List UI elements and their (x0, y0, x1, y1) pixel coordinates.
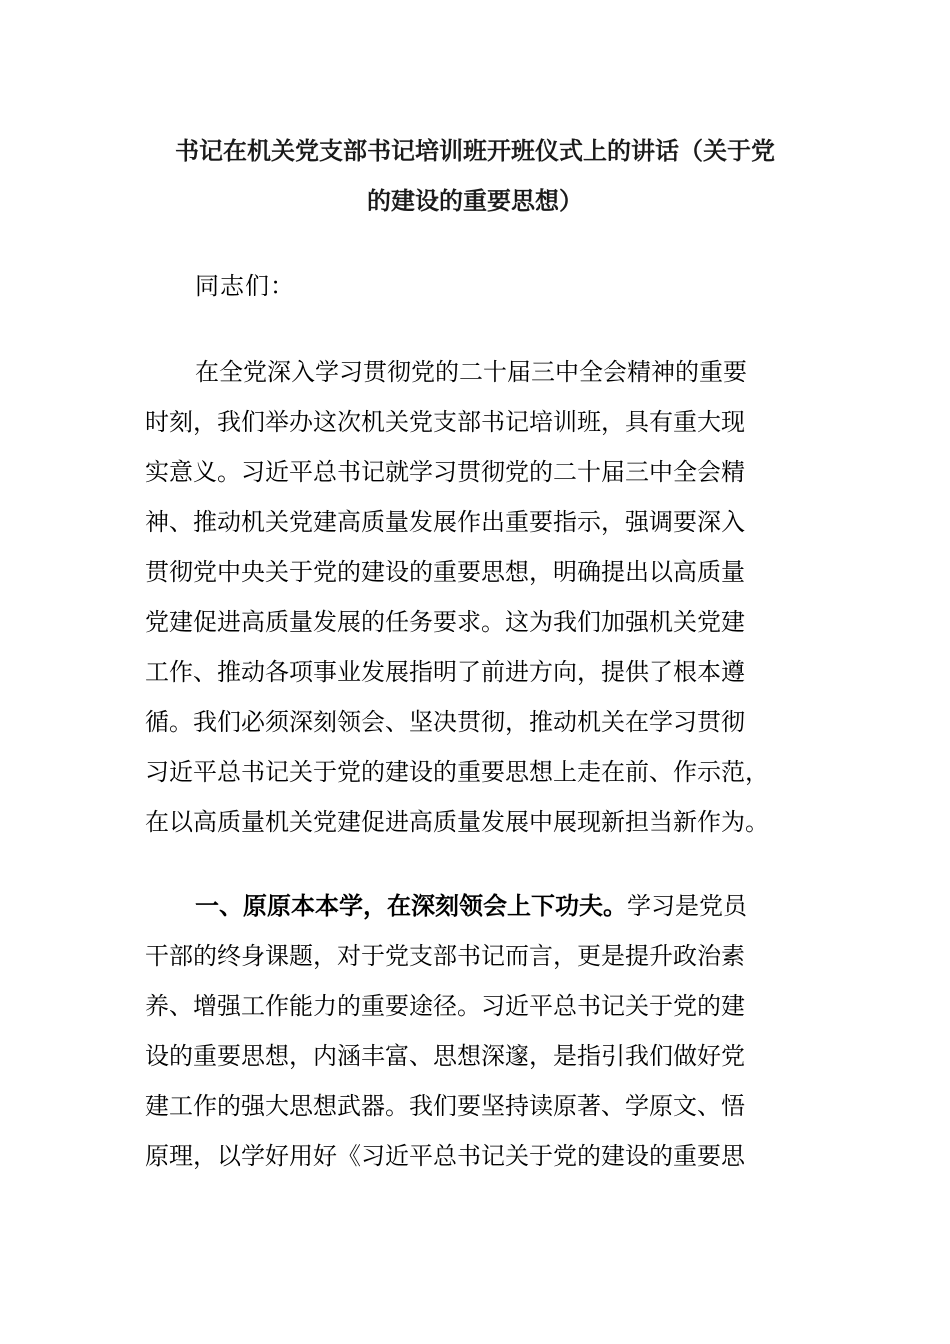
document-title (140, 126, 810, 226)
text-line: 神、推动机关党建高质量发展作出重要指示，强调要深入 (145, 508, 745, 536)
text-line: 习近平总书记关于党的建设的重要思想上走在前、作示范， (145, 758, 769, 786)
text-line: 设的重要思想，内涵丰富、思想深邃，是指引我们做好党 (145, 1042, 745, 1070)
text-line: 党建促进高质量发展的任务要求。这为我们加强机关党建 (145, 608, 745, 636)
text-line: 贯彻党中央关于党的建设的重要思想，明确提出以高质量 (145, 558, 745, 586)
text-line: 循。我们必须深刻领会、坚决贯彻，推动机关在学习贯彻 (145, 708, 745, 736)
text-line: 实意义。习近平总书记就学习贯彻党的二十届三中全会精 (145, 458, 745, 486)
salutation: 同志们： (195, 272, 295, 300)
text-line: 建工作的强大思想武器。我们要坚持读原著、学原文、悟 (145, 1092, 745, 1120)
section-first-line (145, 881, 805, 931)
text-line: 在以高质量机关党建促进高质量发展中展现新担当新作为。 (145, 808, 769, 836)
title-line-2: 的建设的重要思想） (367, 187, 583, 215)
text-line: 工作、推动各项事业发展指明了前进方向，提供了根本遵 (145, 658, 745, 686)
section-heading: 一、原原本本学，在深刻领会上下功夫。 (195, 892, 627, 920)
text-line: 养、增强工作能力的重要途径。习近平总书记关于党的建 (145, 992, 745, 1020)
paragraph-section-1 (145, 881, 805, 1181)
text-line: 干部的终身课题，对于党支部书记而言，更是提升政治素 (145, 942, 745, 970)
title-line-1: 书记在机关党支部书记培训班开班仪式上的讲话（关于党 (175, 137, 775, 165)
text-line: 时刻，我们举办这次机关党支部书记培训班，具有重大现 (145, 408, 745, 436)
text-line: 在全党深入学习贯彻党的二十届三中全会精神的重要 (195, 358, 747, 386)
text-line: 原理，以学好用好《习近平总书记关于党的建设的重要思 (145, 1142, 745, 1170)
paragraph-intro (145, 347, 805, 847)
section-first-line-text: 学习是党员 (627, 892, 747, 920)
